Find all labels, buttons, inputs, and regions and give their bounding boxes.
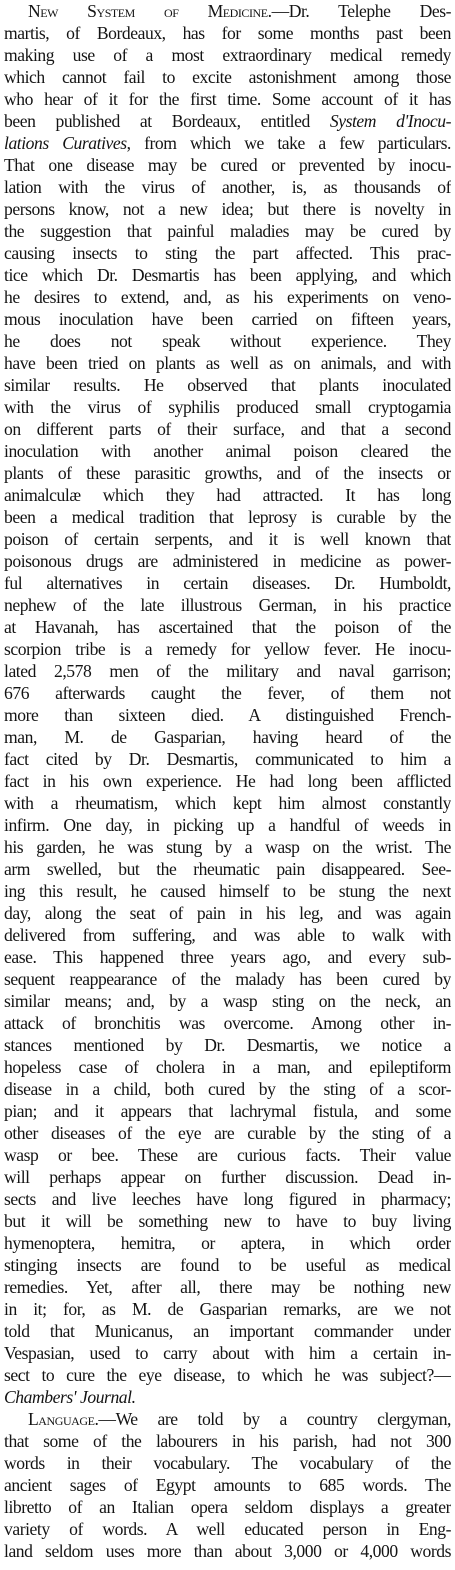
article-line: that some of the labourers in his parish, had not 300 (4, 1431, 451, 1451)
article-line: with the virus of syphilis produced small cryptogamia (4, 397, 451, 417)
article-line: which cannot fail to excite astonishment among those (4, 67, 451, 87)
article-line: 676 afterwards caught the fever, of them not (4, 683, 451, 703)
article-line: he does not speak without experience. They (4, 331, 451, 351)
article-line: making use of a most extraordinary medical remedy (4, 45, 451, 65)
article-line: lated 2,578 men of the military and naval garrison; (4, 661, 451, 681)
article-line: man, M. de Gasparian, having heard of the (4, 727, 451, 747)
article-line: at Havanah, has ascertained that the poison of the (4, 617, 451, 637)
article-line: animalculæ which they had attracted. It has long (4, 485, 451, 505)
article-line: inoculation with another animal poison cleared the (4, 441, 451, 461)
article-line: on different parts of their surface, and that a second (4, 419, 451, 439)
article-line: remedies. Yet, after all, there may be nothing new (4, 1277, 451, 1297)
article-source: Chambers' Journal. (4, 1387, 136, 1407)
article-line: ease. This happened three years ago, and every sub- (4, 947, 451, 967)
article-line: told that Municanus, an important commander under (4, 1321, 451, 1341)
article-line: been published at Bordeaux, entitled System d'Inocu- (4, 111, 451, 131)
article-line: other diseases of the eye are curable by the sting of a (4, 1123, 451, 1143)
article-line: but it will be something new to have to buy living (4, 1211, 451, 1231)
article-line: his garden, he was stung by a wasp on the wrist. The (4, 837, 451, 857)
article-line: persons know, not a new idea; but there is novelty in (4, 199, 451, 219)
article-line: sequent reappearance of the malady has been cured by (4, 969, 451, 989)
article-line: lations Curatives, from which we take a few particulars. (4, 133, 451, 153)
article-line: words in their vocabulary. The vocabulary of the (4, 1453, 451, 1473)
article-line: disease in a child, both cured by the sting of a scor- (4, 1079, 451, 1099)
article-line: ing this result, he caused himself to be stung the next (4, 881, 451, 901)
article-title-line (28, 1408, 451, 1430)
article-line: more than sixteen died. A distinguished French- (4, 705, 451, 725)
article-line: day, along the seat of pain in his leg, and was again (4, 903, 451, 923)
article-line: variety of words. A well educated person in Eng- (4, 1519, 451, 1539)
article-line: have been tried on plants as well as on animals, and with (4, 353, 451, 373)
article-line: causing insects to sting the part affected. This prac- (4, 243, 451, 263)
article-line: attack of bronchitis was overcome. Among other in- (4, 1013, 451, 1033)
article-line: stinging insects are found to be useful as medical (4, 1255, 451, 1275)
article-title: Language. (28, 1409, 99, 1429)
article-line: ful alternatives in certain diseases. Dr. Humboldt, (4, 573, 451, 593)
article-title: New System of Medicine. (28, 1, 272, 21)
article-line: nephew of the late illustrous German, in his practice (4, 595, 451, 615)
article-line: hopeless case of cholera in a man, and epileptiform (4, 1057, 451, 1077)
article-line: Vespasian, used to carry about with him a certain in- (4, 1343, 451, 1363)
article-line: arm swelled, but the rheumatic pain disappeared. See- (4, 859, 451, 879)
article-line: infirm. One day, in picking up a handful of weeds in (4, 815, 451, 835)
article-line: plants of these parasitic growths, and of the insects or (4, 463, 451, 483)
article-line: the suggestion that painful maladies may be cured by (4, 221, 451, 241)
article-line: fact in his own experience. He had long been afflicted (4, 771, 451, 791)
article-line: he desires to extend, and, as his experiments on veno- (4, 287, 451, 307)
article-line: similar results. He observed that plants inoculated (4, 375, 451, 395)
article-line: sects and live leeches have long figured in pharmacy; (4, 1189, 451, 1209)
article-line: ancient sages of Egypt amounts to 685 words. The (4, 1475, 451, 1495)
article-line: been a medical tradition that leprosy is curable by the (4, 507, 451, 527)
article-line: poisonous drugs are administered in medicine as power- (4, 551, 451, 571)
article-line: martis, of Bordeaux, has for some months past been (4, 23, 451, 43)
article-line: libretto of an Italian opera seldom displays a greater (4, 1497, 451, 1517)
article-line: lation with the virus of another, is, as thousands of (4, 177, 451, 197)
article-line: who hear of it for the first time. Some account of it has (4, 89, 451, 109)
article-text: —We are told by a country clergyman, (98, 1409, 451, 1429)
article-line: hymenoptera, hemitra, or aptera, in which order (4, 1233, 451, 1253)
article-line: pian; and it appears that lachrymal fistula, and some (4, 1101, 451, 1121)
article-line: with a rheumatism, which kept him almost constantly (4, 793, 451, 813)
article-title-line (28, 0, 451, 22)
article-line: sect to cure the eye disease, to which he was subject?— (4, 1365, 451, 1385)
article-line: wasp or bee. These are curious facts. Their value (4, 1145, 451, 1165)
article-line: similar means; and, by a wasp sting on the neck, an (4, 991, 451, 1011)
article-line: land seldom uses more than about 3,000 or 4,000 words (4, 1541, 451, 1561)
article-line: will perhaps appear on further discussion. Dead in- (4, 1167, 451, 1187)
article-line: delivered from suffering, and was able to walk with (4, 925, 451, 945)
newspaper-column (4, 0, 451, 1570)
article-line: in it; for, as M. de Gasparian remarks, are we not (4, 1299, 451, 1319)
article-line: That one disease may be cured or prevented by inocu- (4, 155, 451, 175)
article-text: —Dr. Telephe Des- (271, 1, 451, 21)
article-line: poison of certain serpents, and it is well known that (4, 529, 451, 549)
article-line: stances mentioned by Dr. Desmartis, we notice a (4, 1035, 451, 1055)
article-line: tice which Dr. Desmartis has been applying, and which (4, 265, 451, 285)
article-line: mous inoculation have been carried on fifteen years, (4, 309, 451, 329)
article-line: fact cited by Dr. Desmartis, communicated to him a (4, 749, 451, 769)
article-line: scorpion tribe is a remedy for yellow fever. He inocu- (4, 639, 451, 659)
